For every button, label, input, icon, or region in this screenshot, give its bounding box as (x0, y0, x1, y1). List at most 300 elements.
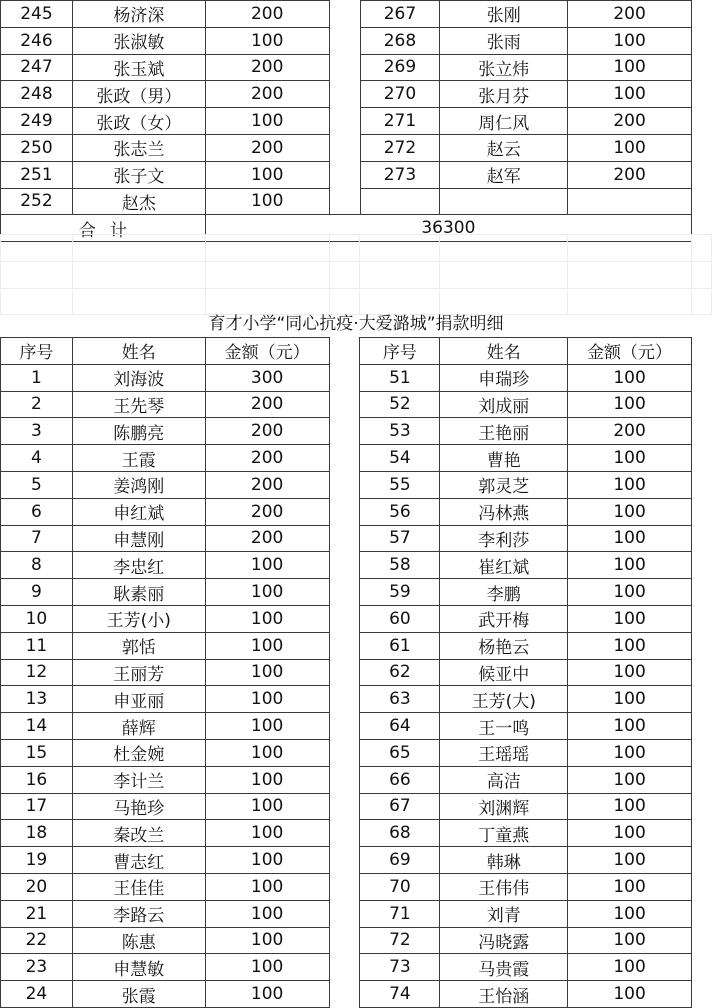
serial-number: 18 (1, 820, 73, 847)
row-edge (692, 471, 712, 498)
donation-amount: 200 (205, 498, 329, 525)
serial-number: 58 (360, 552, 440, 579)
donor-name: 李鹏 (440, 579, 568, 606)
serial-number: 245 (1, 1, 73, 28)
serial-number: 19 (1, 847, 73, 874)
donor-name: 李忠红 (72, 552, 205, 579)
donation-amount: 100 (568, 498, 692, 525)
column-gap (329, 338, 360, 365)
serial-number: 1 (1, 364, 73, 391)
donor-name: 王霞 (72, 445, 205, 472)
column-gap (329, 579, 360, 606)
serial-number: 268 (360, 27, 440, 54)
donation-amount: 100 (568, 847, 692, 874)
donor-name: 申瑞珍 (440, 364, 568, 391)
serial-number: 273 (360, 161, 440, 188)
donation-amount: 300 (205, 364, 329, 391)
row-edge (692, 954, 712, 981)
serial-number: 71 (360, 900, 440, 927)
header-amount-left: 金额（元） (205, 338, 329, 365)
table-row (1, 498, 712, 525)
donation-amount: 100 (205, 954, 329, 981)
serial-number: 57 (360, 525, 440, 552)
donation-amount: 100 (205, 605, 329, 632)
column-gap (329, 659, 360, 686)
empty-row (1, 261, 712, 288)
top-table-body (1, 1, 712, 242)
donation-amount: 100 (205, 766, 329, 793)
column-gap (329, 391, 360, 418)
table-row (1, 820, 712, 847)
donor-name: 申红斌 (72, 498, 205, 525)
donor-name: 郭恬 (72, 632, 205, 659)
column-gap (329, 108, 360, 135)
serial-number: 23 (1, 954, 73, 981)
donation-amount: 100 (205, 820, 329, 847)
row-edge (691, 81, 711, 108)
donor-name: 刘成丽 (440, 391, 568, 418)
table-row (1, 900, 712, 927)
row-edge (692, 445, 712, 472)
serial-number: 250 (1, 134, 73, 161)
detail-donation-table (0, 337, 712, 1008)
donation-amount: 100 (568, 793, 692, 820)
header-name-left: 姓名 (72, 338, 205, 365)
serial-number: 8 (1, 552, 73, 579)
column-gap (329, 54, 360, 81)
donation-amount: 100 (568, 713, 692, 740)
donation-amount: 100 (568, 739, 692, 766)
column-gap (329, 981, 360, 1008)
donor-name: 高洁 (440, 766, 568, 793)
donor-name: 刘海波 (72, 364, 205, 391)
serial-number: 252 (1, 188, 73, 215)
donor-name: 崔红斌 (440, 552, 568, 579)
row-edge (692, 847, 712, 874)
donor-name: 秦改兰 (72, 820, 205, 847)
column-gap (329, 793, 360, 820)
donor-name: 王艳丽 (440, 418, 568, 445)
serial-number: 16 (1, 766, 73, 793)
column-gap (329, 900, 360, 927)
donation-amount: 200 (205, 471, 329, 498)
serial-number: 59 (360, 579, 440, 606)
row-edge (692, 364, 712, 391)
donation-amount: 100 (205, 632, 329, 659)
donation-amount: 100 (568, 766, 692, 793)
donor-name: 李路云 (72, 900, 205, 927)
row-edge (692, 338, 712, 365)
donor-name: 韩琳 (440, 847, 568, 874)
donation-amount: 200 (205, 445, 329, 472)
serial-number: 2 (1, 391, 73, 418)
table-row (1, 954, 712, 981)
row-edge (691, 188, 711, 215)
header-no-right: 序号 (360, 338, 440, 365)
table-row (1, 927, 712, 954)
table-row (1, 605, 712, 632)
donation-amount: 100 (205, 873, 329, 900)
table-row (1, 686, 712, 713)
donation-amount: 200 (205, 1, 329, 28)
row-edge (691, 54, 711, 81)
donor-name: 郭灵芝 (440, 471, 568, 498)
serial-number: 5 (1, 471, 73, 498)
donation-amount: 100 (568, 820, 692, 847)
row-edge (691, 27, 711, 54)
donation-amount: 200 (205, 525, 329, 552)
donor-name: 姜鸿刚 (72, 471, 205, 498)
table-row (1, 81, 712, 108)
donation-amount: 200 (205, 54, 329, 81)
serial-number: 70 (360, 873, 440, 900)
donor-name: 申慧刚 (72, 525, 205, 552)
donation-amount: 100 (568, 605, 692, 632)
table-row (1, 364, 712, 391)
row-edge (692, 552, 712, 579)
donor-name: 申亚丽 (72, 686, 205, 713)
donor-name: 杜金婉 (72, 739, 205, 766)
serial-number: 60 (360, 605, 440, 632)
donation-amount: 100 (205, 900, 329, 927)
row-edge (692, 927, 712, 954)
row-edge (692, 525, 712, 552)
total-label: 合计 (78, 220, 141, 241)
serial-number: 270 (360, 81, 440, 108)
donor-name: 周仁风 (440, 108, 568, 135)
row-edge (692, 498, 712, 525)
serial-number: 74 (360, 981, 440, 1008)
serial-number: 72 (360, 927, 440, 954)
column-gap (329, 364, 360, 391)
donor-name: 王怡涵 (440, 981, 568, 1008)
column-gap (329, 686, 360, 713)
serial-number: 65 (360, 739, 440, 766)
column-gap (329, 188, 360, 215)
column-gap (329, 954, 360, 981)
row-edge (692, 713, 712, 740)
serial-number: 73 (360, 954, 440, 981)
donor-name: 马贵霞 (440, 954, 568, 981)
donation-amount: 100 (568, 954, 692, 981)
row-edge (692, 766, 712, 793)
donor-name: 杨济深 (72, 1, 205, 28)
donation-amount (568, 188, 692, 215)
serial-number: 248 (1, 81, 73, 108)
serial-number: 62 (360, 659, 440, 686)
donation-amount: 100 (568, 927, 692, 954)
donation-amount: 100 (205, 686, 329, 713)
row-edge (692, 873, 712, 900)
table-row (1, 981, 712, 1008)
serial-number: 64 (360, 713, 440, 740)
donor-name: 王一鸣 (440, 713, 568, 740)
serial-number: 69 (360, 847, 440, 874)
donor-name: 陈鹏亮 (72, 418, 205, 445)
donor-name: 张月芬 (440, 81, 568, 108)
column-gap (329, 552, 360, 579)
row-edge (692, 793, 712, 820)
column-gap (329, 873, 360, 900)
serial-number: 15 (1, 739, 73, 766)
serial-number: 9 (1, 579, 73, 606)
row-edge (692, 659, 712, 686)
serial-number: 13 (1, 686, 73, 713)
donor-name: 王佳佳 (72, 873, 205, 900)
donation-amount: 100 (205, 188, 329, 215)
column-gap (329, 820, 360, 847)
donor-name: 王芳(小) (72, 605, 205, 632)
column-gap (329, 739, 360, 766)
serial-number: 271 (360, 108, 440, 135)
serial-number: 272 (360, 134, 440, 161)
donation-amount: 200 (205, 134, 329, 161)
row-edge (692, 900, 712, 927)
donation-amount: 100 (205, 27, 329, 54)
donation-amount: 100 (568, 525, 692, 552)
donation-amount: 100 (205, 847, 329, 874)
header-name-right: 姓名 (440, 338, 568, 365)
donor-name: 刘青 (440, 900, 568, 927)
serial-number: 251 (1, 161, 73, 188)
donor-name: 薛辉 (72, 713, 205, 740)
header-amount-right: 金额（元） (568, 338, 692, 365)
column-gap (329, 27, 360, 54)
serial-number: 12 (1, 659, 73, 686)
serial-number: 53 (360, 418, 440, 445)
serial-number: 21 (1, 900, 73, 927)
column-gap (329, 766, 360, 793)
serial-number: 51 (360, 364, 440, 391)
donation-amount: 200 (568, 108, 692, 135)
table-row (1, 873, 712, 900)
column-gap (329, 134, 360, 161)
table-row (1, 108, 712, 135)
donor-name: 张玉斌 (72, 54, 205, 81)
donation-amount: 100 (568, 364, 692, 391)
serial-number: 55 (360, 471, 440, 498)
donation-amount: 100 (205, 161, 329, 188)
row-edge (691, 108, 711, 135)
table-row (1, 632, 712, 659)
donor-name: 杨艳云 (440, 632, 568, 659)
donor-name: 王伟伟 (440, 873, 568, 900)
donor-name: 张淑敏 (72, 27, 205, 54)
serial-number: 247 (1, 54, 73, 81)
donation-amount: 100 (568, 981, 692, 1008)
column-gap (329, 418, 360, 445)
detail-table-body (1, 338, 712, 1008)
donation-amount: 200 (205, 418, 329, 445)
column-gap (329, 713, 360, 740)
serial-number: 66 (360, 766, 440, 793)
donation-amount: 100 (205, 108, 329, 135)
serial-number: 54 (360, 445, 440, 472)
serial-number: 7 (1, 525, 73, 552)
detail-title: 育才小学“同心抗疫·大爱潞城”捐款明细 (208, 314, 504, 334)
donation-amount: 100 (568, 659, 692, 686)
table-row (1, 793, 712, 820)
donor-name: 冯晓露 (440, 927, 568, 954)
donor-name: 申慧敏 (72, 954, 205, 981)
serial-number: 61 (360, 632, 440, 659)
column-gap (329, 498, 360, 525)
total-value: 36300 (205, 215, 691, 242)
donation-amount: 100 (568, 632, 692, 659)
empty-row (1, 235, 712, 262)
donation-amount: 100 (568, 471, 692, 498)
table-row (1, 54, 712, 81)
donation-amount: 100 (568, 27, 692, 54)
table-row (1, 525, 712, 552)
table-row (1, 659, 712, 686)
donor-name: 刘渊辉 (440, 793, 568, 820)
donor-name: 张霞 (72, 981, 205, 1008)
column-gap (329, 632, 360, 659)
donation-amount: 100 (205, 981, 329, 1008)
header-no-left: 序号 (1, 338, 73, 365)
column-gap (329, 927, 360, 954)
donation-amount: 100 (205, 579, 329, 606)
donor-name: 赵云 (440, 134, 568, 161)
column-gap (329, 161, 360, 188)
serial-number: 269 (360, 54, 440, 81)
header-row (1, 338, 712, 365)
donor-name: 丁童燕 (440, 820, 568, 847)
serial-number: 6 (1, 498, 73, 525)
donor-name: 张刚 (440, 1, 568, 28)
column-gap (329, 1, 360, 28)
table-row (1, 847, 712, 874)
donation-amount: 200 (568, 161, 692, 188)
row-edge (691, 134, 711, 161)
serial-number: 249 (1, 108, 73, 135)
donation-amount: 100 (205, 739, 329, 766)
serial-number: 17 (1, 793, 73, 820)
donation-amount: 100 (568, 134, 692, 161)
row-edge (692, 418, 712, 445)
column-gap (329, 847, 360, 874)
donor-name: 赵杰 (72, 188, 205, 215)
serial-number: 267 (360, 1, 440, 28)
serial-number: 4 (1, 445, 73, 472)
donor-name: 冯林燕 (440, 498, 568, 525)
donor-name: 张政（男） (72, 81, 205, 108)
donor-name: 陈惠 (72, 927, 205, 954)
donor-name: 王芳(大) (440, 686, 568, 713)
table-row (1, 739, 712, 766)
donor-name: 张立炜 (440, 54, 568, 81)
row-edge (692, 686, 712, 713)
serial-number: 68 (360, 820, 440, 847)
donor-name: 张雨 (440, 27, 568, 54)
serial-number: 20 (1, 873, 73, 900)
donation-amount: 100 (568, 445, 692, 472)
donation-amount: 100 (568, 81, 692, 108)
serial-number: 52 (360, 391, 440, 418)
donor-name: 候亚中 (440, 659, 568, 686)
serial-number: 246 (1, 27, 73, 54)
serial-number: 24 (1, 981, 73, 1008)
donation-amount: 200 (205, 391, 329, 418)
donor-name: 曹艳 (440, 445, 568, 472)
row-edge (691, 161, 711, 188)
donor-name: 张子文 (72, 161, 205, 188)
table-row (1, 188, 712, 215)
donor-name: 曹志红 (72, 847, 205, 874)
donor-name: 李计兰 (72, 766, 205, 793)
donor-name: 赵军 (440, 161, 568, 188)
serial-number: 22 (1, 927, 73, 954)
donation-amount: 100 (568, 579, 692, 606)
column-gap (329, 605, 360, 632)
table-row (1, 713, 712, 740)
row-edge (692, 739, 712, 766)
serial-number: 67 (360, 793, 440, 820)
column-gap (329, 445, 360, 472)
donor-name (440, 188, 568, 215)
donation-amount: 100 (205, 552, 329, 579)
table-row (1, 1, 712, 28)
row-edge (692, 605, 712, 632)
serial-number: 10 (1, 605, 73, 632)
column-gap (329, 81, 360, 108)
donation-amount: 100 (568, 391, 692, 418)
donation-amount: 100 (568, 54, 692, 81)
table-row (1, 445, 712, 472)
serial-number (360, 188, 440, 215)
table-row (1, 391, 712, 418)
table-row (1, 27, 712, 54)
donor-name: 张志兰 (72, 134, 205, 161)
serial-number: 11 (1, 632, 73, 659)
donation-amount: 200 (568, 418, 692, 445)
donor-name: 武开梅 (440, 605, 568, 632)
row-edge (692, 820, 712, 847)
row-edge (692, 981, 712, 1008)
donor-name: 张政（女） (72, 108, 205, 135)
serial-number: 3 (1, 418, 73, 445)
top-donation-table (0, 0, 712, 242)
donation-amount: 100 (568, 686, 692, 713)
donor-name: 王瑶瑶 (440, 739, 568, 766)
donation-amount: 200 (205, 81, 329, 108)
donor-name: 王先琴 (72, 391, 205, 418)
row-edge (691, 1, 711, 28)
table-row (1, 766, 712, 793)
donor-name: 马艳珍 (72, 793, 205, 820)
row-edge (692, 632, 712, 659)
serial-number: 56 (360, 498, 440, 525)
donor-name: 王丽芳 (72, 659, 205, 686)
donation-amount: 200 (568, 1, 692, 28)
table-row (1, 579, 712, 606)
donation-amount: 100 (568, 873, 692, 900)
donation-amount: 100 (205, 713, 329, 740)
donor-name: 耿素丽 (72, 579, 205, 606)
serial-number: 63 (360, 686, 440, 713)
donation-amount: 100 (568, 900, 692, 927)
donation-amount: 100 (205, 793, 329, 820)
row-edge (692, 391, 712, 418)
donation-amount: 100 (205, 927, 329, 954)
column-gap (329, 471, 360, 498)
table-row (1, 134, 712, 161)
table-row (1, 418, 712, 445)
donation-amount: 100 (568, 552, 692, 579)
table-row (1, 161, 712, 188)
table-row (1, 552, 712, 579)
